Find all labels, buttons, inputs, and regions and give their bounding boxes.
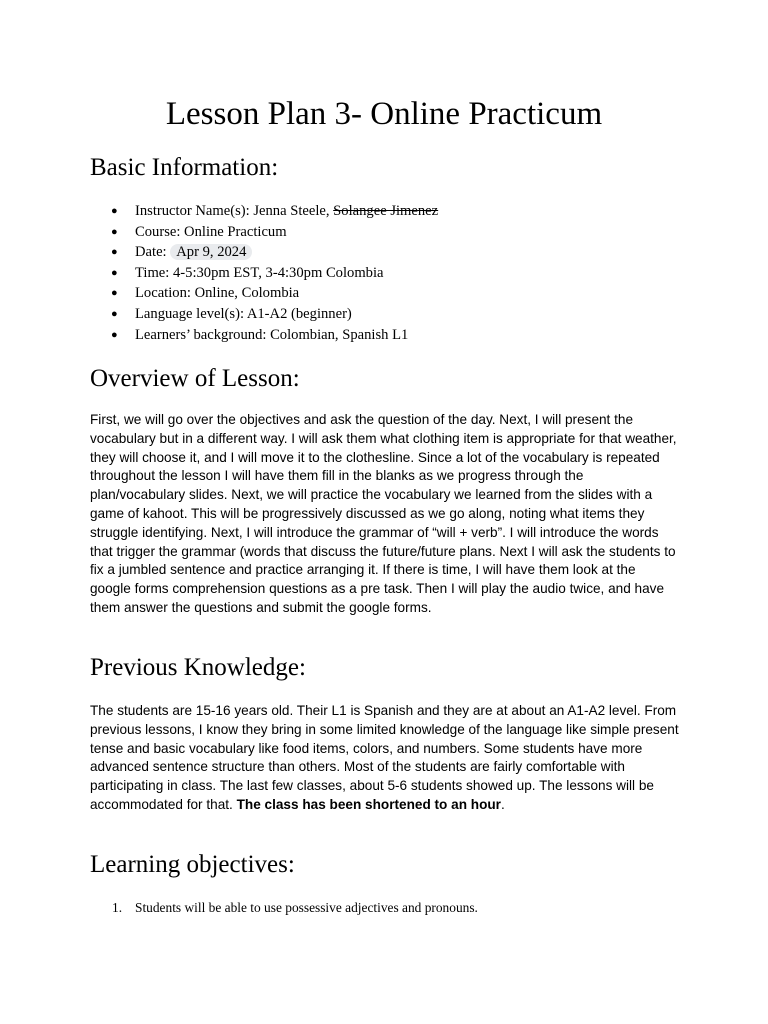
time-text: Time: 4-5:30pm EST, 3-4:30pm Colombia — [135, 264, 384, 281]
list-item-time — [90, 263, 690, 284]
date-label: Date: — [135, 244, 171, 261]
previous-knowledge-heading: Previous Knowledge: — [90, 654, 306, 681]
location-text: Location: Online, Colombia — [135, 285, 300, 302]
previous-knowledge-period: . — [500, 796, 505, 812]
basic-information-list — [90, 201, 690, 345]
previous-knowledge-text: The students are 15-16 years old. Their L1 is Spanish and they are at about an A1-A2 level. From previous lessons, I know they bring in some limited knowledge of the language like simple present tense and basic vocabulary like food items, colors, and numbers. Some students have more advanced sentence structure than others. Most of the students are fairly comfortable with participating in class. The last few classes, about 5-6 students showed up. The lessons will be accommodated for that. — [90, 703, 679, 812]
list-item-course — [90, 222, 690, 243]
page-title: Lesson Plan 3- Online Practicum — [165, 96, 603, 132]
list-number: 1. — [112, 900, 123, 915]
bullet-icon: ● — [111, 266, 118, 279]
bullet-icon: ● — [111, 328, 118, 341]
bullet-icon: ● — [111, 225, 118, 238]
overview-heading: Overview of Lesson: — [90, 365, 300, 392]
bullet-icon: ● — [111, 205, 118, 217]
language-level-text: Language level(s): A1-A2 (beginner) — [135, 305, 352, 322]
list-item-instructor — [90, 201, 690, 222]
previous-knowledge-paragraph — [90, 702, 680, 815]
bullet-icon: ● — [111, 287, 118, 300]
list-item-language-level — [90, 304, 690, 325]
list-item — [90, 898, 690, 918]
learning-objectives-heading: Learning objectives: — [90, 851, 295, 878]
instructor-struck-name: Solangee Jimenez — [333, 203, 439, 219]
list-item-date — [90, 242, 690, 263]
bullet-icon: ● — [111, 246, 118, 259]
list-item-location — [90, 283, 690, 304]
course-text: Course: Online Practicum — [135, 223, 287, 240]
background-text: Learners’ background: Colombian, Spanish L1 — [135, 326, 409, 343]
overview-paragraph: First, we will go over the objectives and ask the question of the day. Next, I will present the vocabulary but in a different way. I will ask them what clothing item is appropriate for that weather, they will choose it, and I will move it to the clothesline. Since a lot of the vocabulary is repeated throughout the lesson I will have them fill in the blanks as we progress through the plan/vocabulary slides. Next, we will practice the vocabulary we learned from the slides with a game of kahoot. This will be progressively discussed as we go along, noting what items they struggle identifying. Next, I will introduce the grammar of “will + verb”. I will introduce the words that trigger the grammar (words that discuss the future/future plans. Next I will ask the students to fix a jumbled sentence and practice arranging it. If there is time, I will have them look at the google forms comprehension questions as a pre task. Then I will play the audio twice, and have them answer the questions and submit the google forms. — [90, 412, 677, 615]
date-chip[interactable]: Apr 9, 2024 — [170, 244, 252, 260]
previous-knowledge-bold-text: The class has been shortened to an hour — [236, 796, 501, 812]
instructor-label: Instructor Name(s): Jenna Steele, — [135, 203, 334, 219]
learning-objectives-list — [90, 898, 690, 918]
objective-text: Students will be able to use possessive adjectives and pronouns. — [135, 900, 478, 915]
basic-information-heading: Basic Information: — [90, 154, 279, 181]
list-item-background — [90, 325, 690, 346]
bullet-icon: ● — [111, 307, 118, 320]
